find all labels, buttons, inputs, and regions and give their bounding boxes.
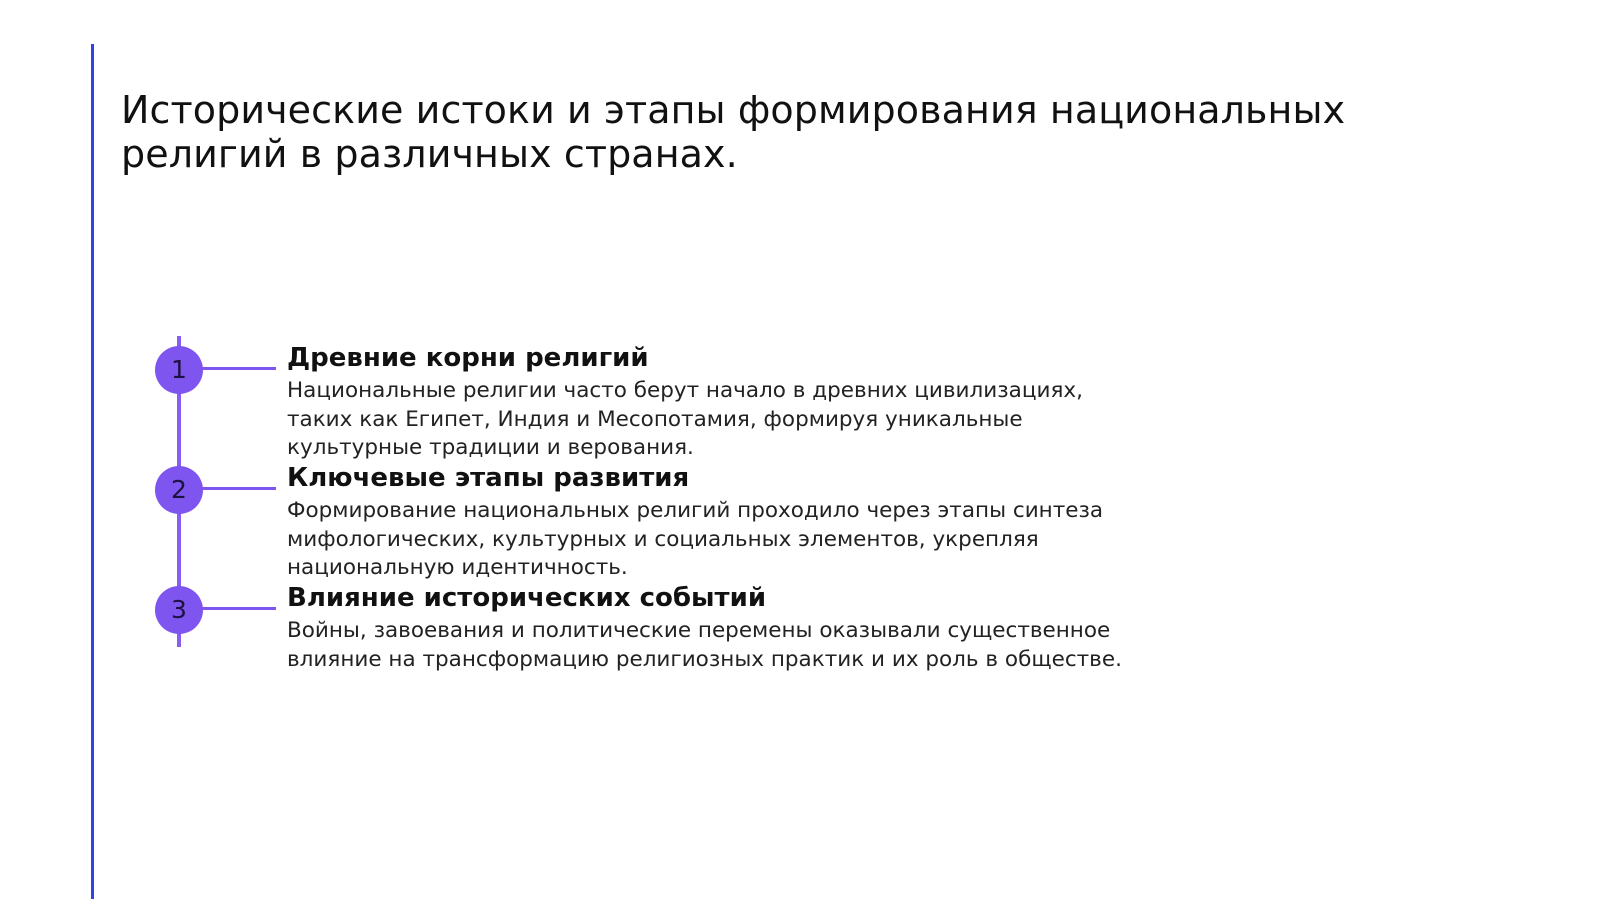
page-title: Исторические истоки и этапы формирования национальных религий в различных странах. xyxy=(121,88,1346,176)
timeline-connector-3 xyxy=(200,607,276,610)
step-text: Войны, завоевания и политические перемены оказывали существенное влияние на трансформацию религиозных практик и их роль в обществе. xyxy=(287,618,1122,672)
step-title: Древние корни религий xyxy=(287,343,649,373)
timeline-connector-1 xyxy=(200,367,276,370)
step-marker-3: 3 xyxy=(155,586,203,634)
step-title: Влияние исторических событий xyxy=(287,583,767,613)
timeline-item-2 xyxy=(287,461,1127,583)
step-marker-2: 2 xyxy=(155,466,203,514)
step-title: Ключевые этапы развития xyxy=(287,463,690,493)
step-text: Национальные религии часто берут начало в древних цивилизациях, таких как Египет, Индия и Месопотамия, формируя уникальные культурные традиции и верования. xyxy=(287,378,1083,460)
timeline-item-1 xyxy=(287,341,1127,463)
timeline-connector-2 xyxy=(200,487,276,490)
timeline-item-3 xyxy=(287,581,1127,674)
step-marker-1: 1 xyxy=(155,346,203,394)
accent-bar xyxy=(91,44,94,899)
step-text: Формирование национальных религий проходило через этапы синтеза мифологических, культурных и социальных элементов, укрепляя национальную идентичность. xyxy=(287,498,1104,580)
